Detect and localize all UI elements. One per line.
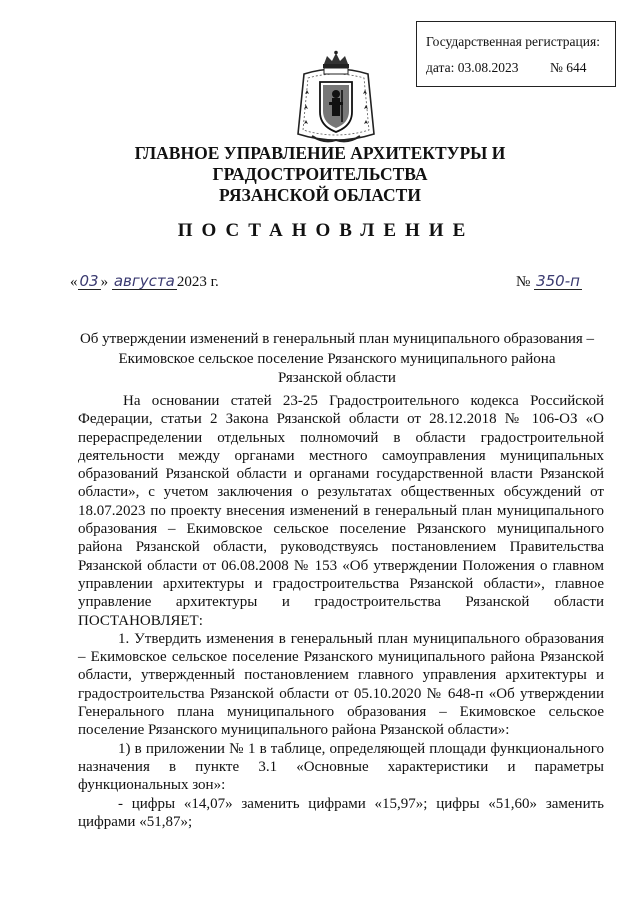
registration-date: дата: 03.08.2023 [426,60,519,75]
date-month-handwritten: августа [113,272,175,290]
agency-name [40,143,600,206]
document-title [70,330,604,389]
number-handwritten: 350-п [536,272,580,290]
agency-line-1: ГЛАВНОЕ УПРАВЛЕНИЕ АРХИТЕКТУРЫ И ГРАДОСТРОИТЕЛЬСТВА [134,143,506,184]
date-year: 2023 г. [176,274,219,290]
preamble-paragraph: На основании статей 23-25 Градостроительного кодекса Российской Федерации, статьи 2 Закона Рязанской области от 28.12.2018 № 106-ОЗ «О перераспределении отдельных полномочий в области градостроительной деятельности между органами местного самоуправления муниципальных образований Рязанской области и органами государственной власти Рязанской области», с учетом заключения о результатах общественных обсуждений от 18.07.2023 по проекту внесения изменений в генеральный план муниципального образования – Екимовское сельское поселение Рязанского муниципального района Рязанской области, руководствуясь постановлением Правительства Рязанской области от 06.08.2008 № 153 «Об утверждении Положения о главном управлении архитектуры и градостроительства Рязанской области», главное управление архитектуры и градостроительства Рязанской области ПОСТАНОВЛЯЕТ: [78,393,604,629]
document-type-heading: ПОСТАНОВЛЕНИЕ [177,220,475,241]
title-line-1: Об утверждении изменений в генеральный план муниципального образования – [79,331,595,347]
document-number [516,274,582,291]
date-day-handwritten: 03 [79,272,99,290]
item-1-1-a-paragraph: - цифры «14,07» заменить цифрами «15,97»; цифры «51,60» заменить цифрами «51,87»; [78,795,604,830]
registration-number: № 644 [550,60,587,75]
date-open-quote: « [70,274,78,290]
number-prefix: № [516,274,531,290]
registration-box [416,21,616,87]
coat-of-arms-emblem [294,50,378,148]
agency-line-2: РЯЗАНСКОЙ ОБЛАСТИ [219,185,421,205]
date-close-quote: » [100,274,109,290]
item-1-paragraph: 1. Утвердить изменения в генеральный план муниципального образования – Екимовское сельское поселение Рязанского муниципального района Рязанской области, утвержденный постановлением главного управления архитектуры и градостроительства Рязанской области от 05.10.2020 № 648-п «Об утверждении Генерального плана муниципального образования – Екимовское сельское поселение Рязанского муниципального района Рязанской области»: [78,630,604,739]
registration-heading: Государственная регистрация: [426,34,600,49]
document-date [70,274,219,291]
title-line-2: Екимовское сельское поселение Рязанского муниципального района [118,350,556,367]
document-body [78,392,604,831]
item-1-1-paragraph: 1) в приложении № 1 в таблице, определяющей площади функционального назначения в пункте 3.1 «Основные характеристики и параметры функциональных зон»: [78,740,604,794]
title-line-3: Рязанской области [278,370,396,386]
